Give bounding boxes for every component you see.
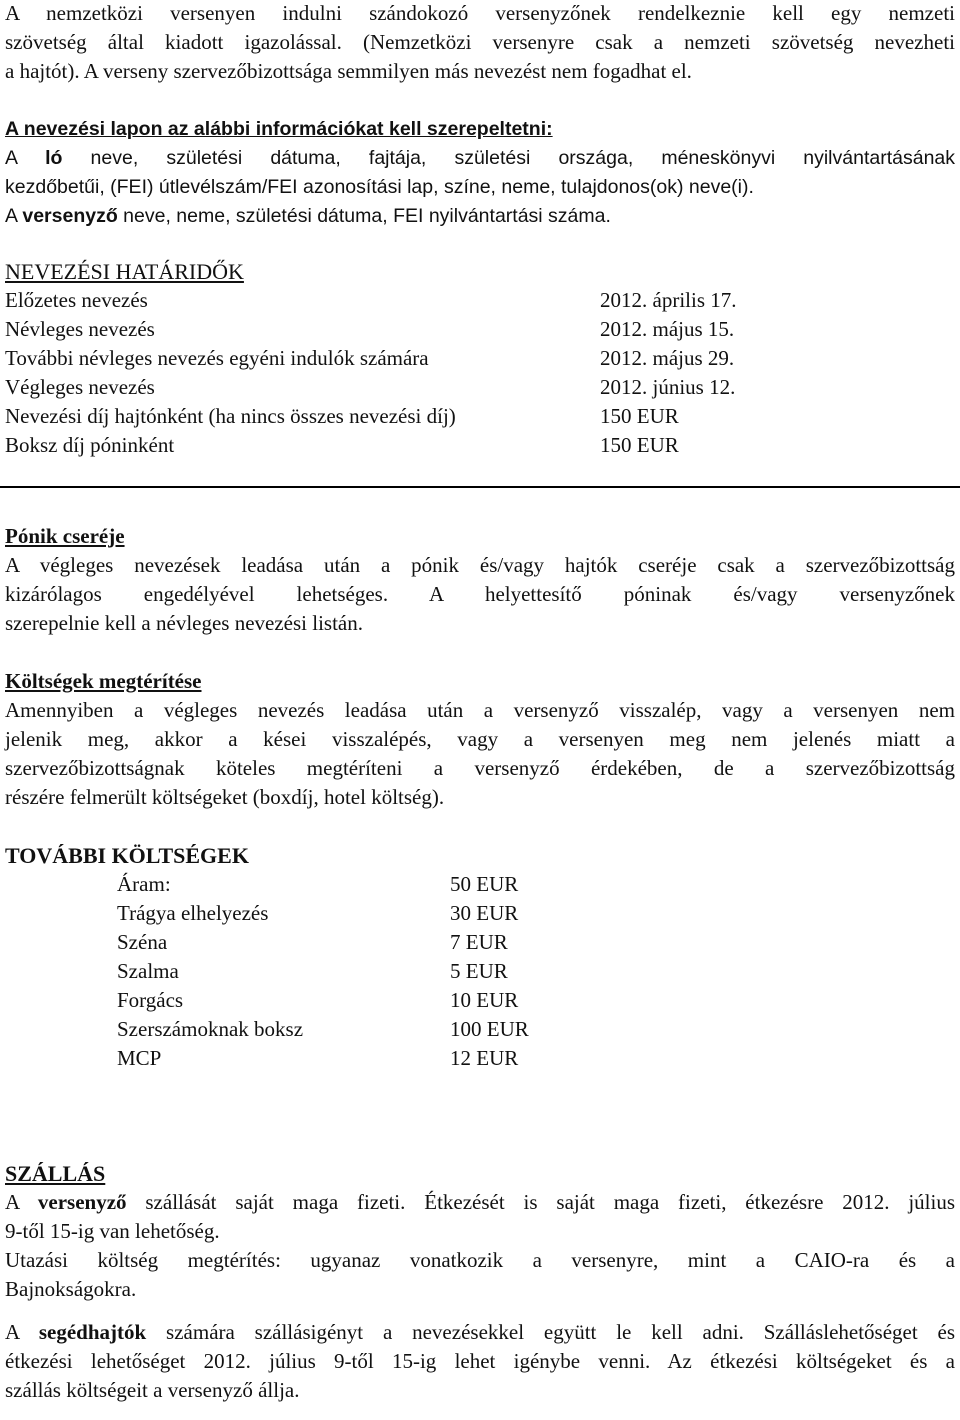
pony-change-line: kizárólagos engedélyével lehetséges. A helyettesítő póninak és/vagy versenyzőnek [5, 582, 955, 606]
extra-cost-label: Forgács [117, 988, 184, 1012]
accommodation-article: A [5, 1190, 20, 1214]
costs-heading: Költségek megtérítése [5, 669, 202, 693]
costs-section [5, 667, 955, 812]
fee-label: Boksz díj póninként [5, 433, 175, 457]
fee-label: Nevezési díj hajtónként (ha nincs összes nevezési díj) [5, 404, 456, 428]
extra-cost-label: Szalma [117, 959, 179, 983]
fee-row [5, 402, 955, 431]
deadline-value: 2012. június 12. [600, 375, 736, 399]
costs-line: Amennyiben a végleges nevezés leadása után a versenyző visszalép, vagy a versenyen nem [5, 698, 955, 722]
entry-info-section [5, 115, 955, 231]
assistant-article: A [5, 1320, 20, 1344]
accommodation-section [5, 1159, 955, 1405]
deadline-row [5, 315, 955, 344]
extra-cost-label: Áram: [117, 872, 171, 896]
deadline-label: További névleges nevezés egyéni indulók számára [5, 346, 429, 370]
extra-cost-value: 100 EUR [450, 1017, 529, 1041]
extra-cost-value: 12 EUR [450, 1046, 519, 1070]
pony-change-line: szerepelnie kell a névleges nevezési listán. [5, 611, 364, 635]
extra-cost-row [5, 957, 955, 986]
assistant-driver-line: étkezési lehetőséget 2012. július 9-től 15-ig lehet igénybe venni. Az étkezési költségeket és a [5, 1349, 955, 1373]
intro-paragraph [5, 0, 955, 86]
accommodation-heading: SZÁLLÁS [5, 1161, 106, 1186]
horse-info-rest: neve, születési dátuma, fajtája, születési országa, méneskönyvi nyilvántartásának [90, 147, 956, 169]
deadline-row [5, 286, 955, 315]
deadline-value: 2012. május 15. [600, 317, 735, 341]
extra-cost-row [5, 899, 955, 928]
deadline-label: Végleges nevezés [5, 375, 155, 399]
section-divider [0, 486, 960, 488]
horse-info-line: kezdőbetűi, (FEI) útlevélszám/FEI azonosítási lap, színe, neme, tulajdonos(ok) neve(i). [5, 176, 754, 198]
deadline-value: 2012. május 29. [600, 346, 735, 370]
extra-cost-value: 7 EUR [450, 930, 508, 954]
extra-costs-heading: TOVÁBBI KÖLTSÉGEK [5, 843, 249, 868]
deadline-row [5, 344, 955, 373]
horse-word: ló [45, 147, 63, 169]
extra-cost-value: 30 EUR [450, 901, 519, 925]
fee-value: 150 EUR [600, 404, 679, 428]
costs-line: részére felmerült költségeket (boxdíj, hotel költség). [5, 785, 445, 809]
accommodation-line: 9-től 15-ig van lehetőség. [5, 1219, 220, 1243]
extra-cost-row [5, 1015, 955, 1044]
extra-cost-value: 5 EUR [450, 959, 508, 983]
costs-line: jelenik meg, akkor a kései visszalépés, vagy a versenyen meg nem jelenés miatt a [5, 727, 955, 751]
accommodation-line [5, 1188, 955, 1217]
intro-line: A nemzetközi versenyen indulni szándokozó versenyzőnek rendelkeznie kell egy nemzeti [5, 1, 955, 25]
extra-cost-value: 50 EUR [450, 872, 519, 896]
fee-row [5, 431, 955, 460]
deadline-row [5, 373, 955, 402]
rider-info-line [5, 202, 955, 231]
extra-cost-label: Széna [117, 930, 168, 954]
rider-article: A [5, 205, 17, 227]
entry-info-heading: A nevezési lapon az alábbi információkat kell szerepeltetni: [5, 118, 553, 140]
pony-change-line: A végleges nevezések leadása után a pónik és/vagy hajtók cseréje csak a szervezőbizottság [5, 553, 955, 577]
accommodation-line-rest: szállását saját maga fizeti. Étkezését is saját maga fizeti, étkezésre 2012. július [145, 1190, 956, 1214]
costs-line: szervezőbizottságnak köteles megtéríteni a versenyző érdekében, de a szervezőbizottság [5, 756, 955, 780]
extra-costs-section [5, 841, 955, 1073]
pony-change-heading: Pónik cseréje [5, 524, 125, 548]
deadlines-section [5, 257, 955, 460]
extra-cost-value: 10 EUR [450, 988, 519, 1012]
assistant-driver-line [5, 1318, 955, 1347]
rider-word: versenyző [22, 205, 118, 227]
deadlines-heading: NEVEZÉSI HATÁRIDŐK [5, 259, 244, 284]
deadline-value: 2012. április 17. [600, 288, 737, 312]
extra-cost-label: Szerszámoknak boksz [117, 1017, 304, 1041]
accommodation-rider-word: versenyző [37, 1190, 127, 1214]
assistant-driver-line: szállás költségeit a versenyző állja. [5, 1378, 300, 1402]
assistant-driver-word: segédhajtók [38, 1320, 147, 1344]
horse-article: A [5, 147, 17, 169]
paragraph-spacer [5, 1304, 955, 1318]
extra-cost-row [5, 986, 955, 1015]
deadline-label: Névleges nevezés [5, 317, 155, 341]
extra-cost-row [5, 928, 955, 957]
intro-line: szövetség által kiadott igazolással. (Nemzetközi versenyre csak a nemzeti szövetség nevezheti [5, 30, 955, 54]
intro-line: a hajtót). A verseny szervezőbizottsága semmilyen más nevezést nem fogadhat el. [5, 59, 692, 83]
pony-change-section [5, 522, 955, 638]
fee-value: 150 EUR [600, 433, 679, 457]
rider-info-rest: neve, neme, születési dátuma, FEI nyilvántartási száma. [123, 205, 611, 227]
deadline-label: Előzetes nevezés [5, 288, 148, 312]
extra-cost-row [5, 1044, 955, 1073]
extra-cost-label: Trágya elhelyezés [117, 901, 269, 925]
horse-info-line [5, 144, 955, 173]
travel-cost-line: Utazási költség megtérítés: ugyanaz vonatkozik a versenyre, mint a CAIO-ra és a [5, 1248, 955, 1272]
travel-cost-line: Bajnokságokra. [5, 1277, 137, 1301]
extra-cost-row [5, 870, 955, 899]
extra-cost-label: MCP [117, 1046, 162, 1070]
assistant-line-rest: számára szállásigényt a nevezésekkel együtt le kell adni. Szálláslehetőséget és [166, 1320, 956, 1344]
